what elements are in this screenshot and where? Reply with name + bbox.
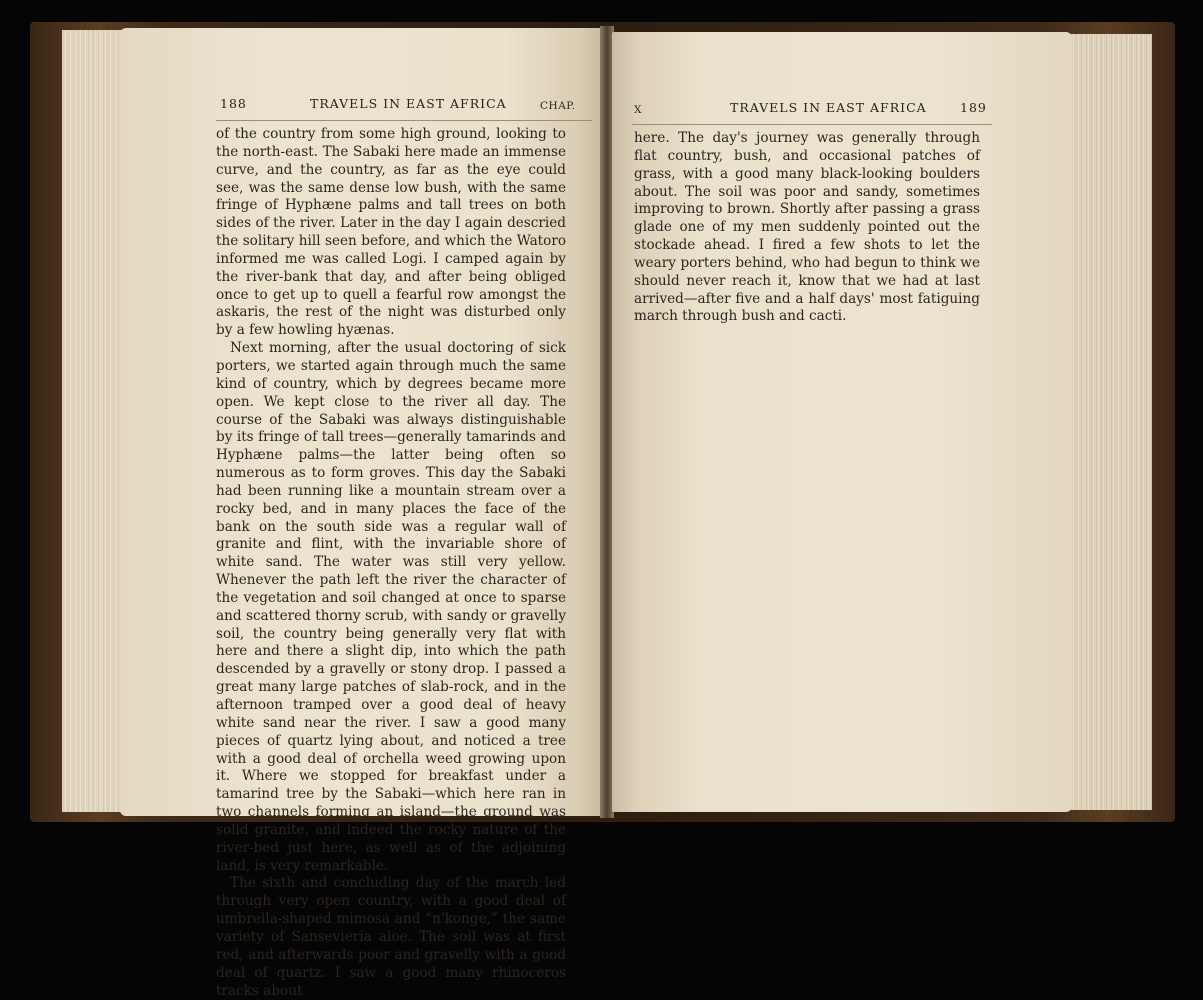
left-page — [120, 28, 602, 999]
header-rule — [216, 120, 592, 121]
header-rule — [632, 124, 992, 125]
chapter-label: CHAP. — [540, 100, 576, 112]
paragraph: here. The day's journey was generally through flat country, bush, and occasional patches of grass, with a good many black-looking boulders about. The soil was poor and sandy, sometimes improving to brown. Shortly after passing a grass glade one of my men suddenly pointed out the stockade ahead. I fired a few shots to let the weary porters behind, who had begun to think we should never reach it, know that we had at last arrived—after five and a half days' most fatiguing march through bush and cacti. — [634, 130, 980, 325]
body-text — [634, 130, 980, 326]
running-title: TRAVELS IN EAST AFRICA — [310, 96, 507, 111]
paragraph: The sixth and concluding day of the march led through very open country, with a good deal of umbrella-shaped mimosa and “n'konge,” the same variety of Sansevieria aloe. The soil was at first red, and afterwards poor and gravelly with a good deal of quartz. I saw a good many rhinoceros tracks about — [216, 875, 566, 999]
body-text — [216, 126, 566, 1000]
running-title: TRAVELS IN EAST AFRICA — [730, 100, 927, 115]
page-edges-right — [1070, 34, 1152, 810]
paragraph: Next morning, after the usual doctoring of sick porters, we started again through much the same kind of country, which by degrees became more open. We kept close to the river all day. The course of the Sabaki was always distinguishable by its fringe of tall trees—generally tamarinds and Hyphæne palms—the latter being often so numerous as to form groves. This day the Sabaki had been running like a mountain stream over a rocky bed, and in many places the face of the bank on the south side was a regular wall of granite and flint, with the invariable shore of white sand. The water was still very yellow. Whenever the path left the river the character of the vegetation and soil changed at once to sparse and scattered thorny scrub, with sandy or gravelly soil, the country being generally very flat with here and there a slight dip, into which the path descended by a gravelly or stony drop. I passed a great many large patches of slab-rock, and in the afternoon tramped over a good deal of heavy white sand near the river. I saw a good many pieces of quartz lying about, and noticed a tree with a good deal of orchella weed growing upon it. Where we stopped for breakfast under a tamarind tree by the Sabaki—which here ran in two channels forming an island—the ground was solid granite, and indeed the rocky nature of the river-bed just here, as well as of the adjoining land, is very remarkable. — [216, 340, 566, 874]
chapter-label: X — [634, 104, 642, 116]
page-number: 188 — [220, 96, 247, 111]
right-page — [612, 32, 1072, 812]
page-number: 189 — [960, 100, 987, 115]
paragraph: of the country from some high ground, looking to the north-east. The Sabaki here made an immense curve, and the country, as far as the eye could see, was the same dense low bush, with the same fringe of Hyphæne palms and tall trees on both sides of the river. Later in the day I again descried the solitary hill seen before, and which the Watoro informed me was called Logi. I camped again by the river-bank that day, and after being obliged once to get up to quell a fearful row amongst the askaris, the rest of the night was disturbed only by a few howling hyænas. — [216, 126, 566, 339]
